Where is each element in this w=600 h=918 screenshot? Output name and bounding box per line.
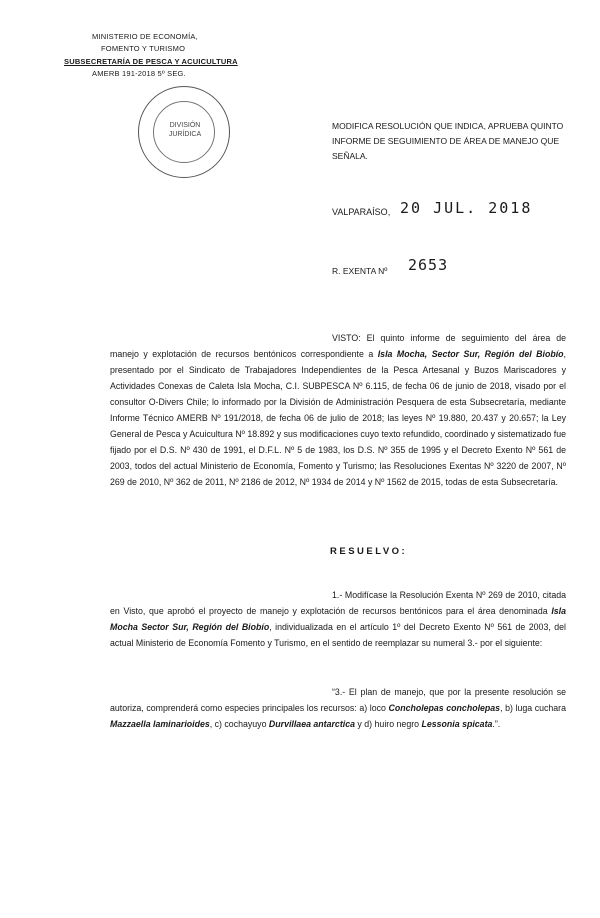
resolution-label: R. EXENTA Nº [332, 266, 388, 276]
stamp-text-line1: DIVISIÓN [169, 122, 201, 129]
date-label: VALPARAÍSO, [332, 207, 391, 217]
quote-text-4: y d) huiro negro [354, 719, 422, 729]
quote-text-3: , c) cochayuyo [209, 719, 269, 729]
species-huiro: Lessonia spicata [421, 719, 493, 729]
species-luga: Mazzaella laminarioides [110, 719, 210, 729]
subsecretaria-name: SUBSECRETARÍA DE PESCA Y ACUICULTURA [64, 57, 238, 66]
resuelvo-heading: RESUELVO: [330, 546, 408, 557]
visto-area-name: Isla Mocha, Sector Sur, Región del Biobío [377, 349, 564, 359]
stamp-text-line2: JURÍDICA [168, 131, 202, 138]
item1-area-name: Isla Mocha Sector Sur, Región del Biobío [110, 606, 566, 632]
quote-paragraph [110, 684, 566, 732]
ministry-subname: FOMENTO Y TURISMO [101, 44, 186, 53]
species-cochayuyo: Durvillaea antarctica [268, 719, 355, 729]
ministry-name: MINISTERIO DE ECONOMÍA, [92, 32, 198, 41]
quote-text-5: .”. [492, 719, 501, 729]
quote-text-1: “3.- El plan de manejo, que por la presente resolución se autoriza, comprenderá como especies principales los recursos: a) loco [110, 687, 566, 713]
stamp-text [139, 121, 231, 139]
visto-text-1: VISTO: El quinto informe de seguimiento del área de manejo y explotación de recursos bentónicos correspondiente a [110, 333, 566, 359]
resolution-number: 2653 [408, 256, 449, 274]
reference-code: AMERB 191-2018 5º SEG. [92, 69, 186, 78]
document-subject: MODIFICA RESOLUCIÓN QUE INDICA, APRUEBA QUINTO INFORME DE SEGUIMIENTO DE ÁREA DE MANEJO QUE SEÑALA. [332, 121, 564, 161]
visto-paragraph [110, 330, 566, 490]
quote-text-2: , b) luga cuchara [500, 703, 566, 713]
item1-paragraph [110, 587, 566, 651]
item1-text-1: 1.- Modifícase la Resolución Exenta Nº 269 de 2010, citada en Visto, que aprobó el proyecto de manejo y explotación de recursos bentónicos para el área denominada [110, 590, 566, 616]
date-stamp: 20 JUL. 2018 [400, 199, 533, 217]
species-loco: Concholepas concholepas [388, 703, 501, 713]
item1-text-2: , individualizada en el artículo 1º del Decreto Exento Nº 561 de 2003, del actual Ministerio de Economía Fomento y Turismo, en el sentido de reemplazar su numeral 3.- por el siguiente: [110, 622, 567, 648]
visto-text-2: , presentado por el Sindicato de Trabajadores Independientes de la Pesca Artesanal y Buzos Mariscadores y Actividades Conexas de Caleta Isla Mocha, C.I. SUBPESCA Nº 6.115, de fecha 06 de junio de 2018, visado por el consultor O-Divers Chile; lo informado por la División de Administración Pesquera de esta Subsecretaría, mediante Informe Técnico AMERB Nº 191/2018, de fecha 06 de julio de 2018; las leyes Nº 19.880, 20.437 y 20.657; la Ley General de Pesca y Acuicultura Nº 18.892 y sus modificaciones cuyo texto refundido, coordinado y sistematizado fue fijado por el D.S. Nº 430 de 1991, el D.F.L. Nº 5 de 1983, los D.S. Nº 355 de 1995 y el Decreto Exento Nº 561 de 2003, todos del actual Ministerio de Economía, Fomento y Turismo; las Resoluciones Exentas Nº 3220 de 2007, Nº 269 de 2010, Nº 362 de 2011, Nº 2186 de 2012, Nº 1934 de 2014 y Nº 1562 de 2015, todas de esta Subsecretaría. [110, 349, 566, 487]
official-stamp [138, 86, 230, 178]
